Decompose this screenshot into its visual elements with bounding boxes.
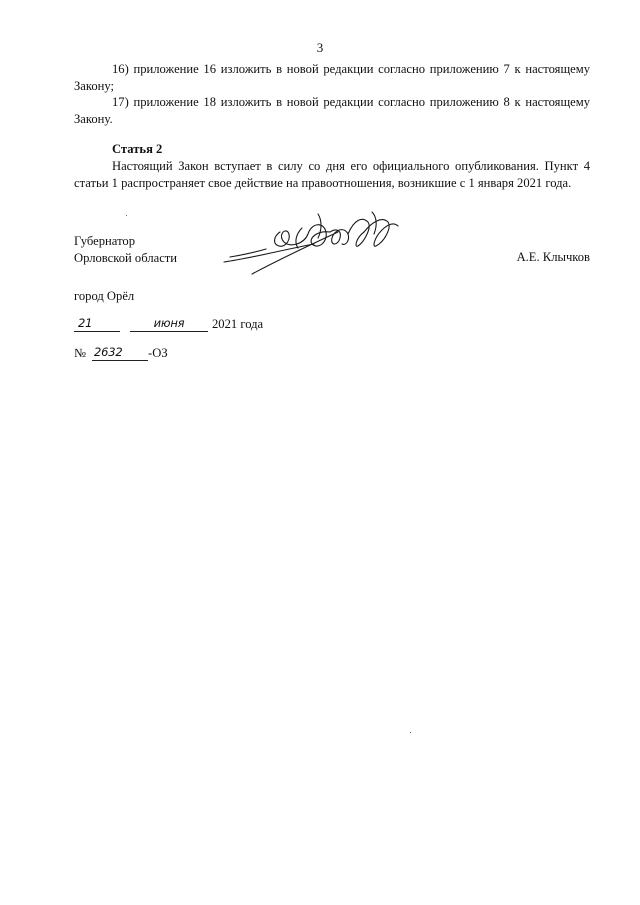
- document-body: [74, 61, 590, 191]
- number-suffix: -ОЗ: [148, 346, 168, 360]
- position-line: Губернатор: [74, 234, 135, 248]
- signatory-name: А.Е. Клычков: [516, 250, 590, 264]
- signatory-position: [74, 233, 177, 266]
- place-of-signing: город Орёл: [74, 289, 135, 303]
- list-item: 16) приложение 16 изложить в новой редакции согласно приложению 7 к настоящему Закону;: [74, 62, 590, 93]
- handwritten-signature: [222, 208, 402, 280]
- law-number: 2632: [92, 345, 148, 361]
- page-number: 3: [316, 40, 324, 55]
- article-title: Статья 2: [112, 142, 163, 157]
- date-day: 21: [74, 316, 120, 332]
- article-text: Настоящий Закон вступает в силу со дня его официального опубликования. Пункт 4 статьи 1 распространяет свое действие на правоотношения, возникшие с 1 января 2021 года.: [74, 158, 590, 190]
- scan-speck: [126, 215, 127, 216]
- position-line: Орловской области: [74, 250, 178, 265]
- date-month: июня: [130, 316, 208, 332]
- list-item: 17) приложение 18 изложить в новой редакции согласно приложению 8 к настоящему Закону.: [74, 95, 590, 126]
- number-sign: №: [74, 346, 87, 360]
- registration-number: [74, 345, 168, 361]
- scan-speck: [410, 732, 411, 733]
- date-year: 2021 года: [212, 317, 264, 331]
- signing-date: [74, 316, 263, 332]
